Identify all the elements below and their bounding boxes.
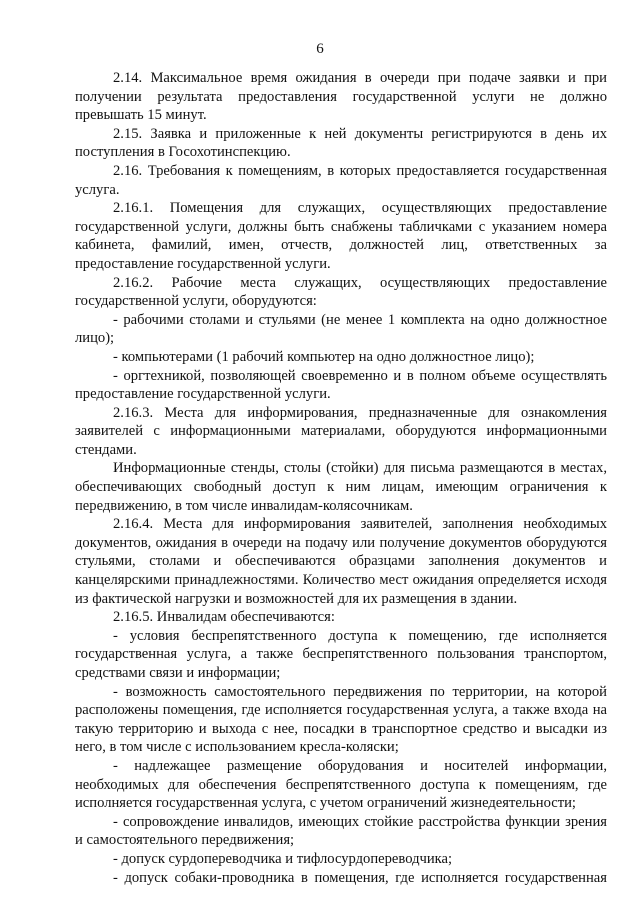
paragraph-info-stands: Информационные стенды, столы (стойки) для письма размещаются в местах, обеспечивающих свободный доступ к ним лицам, имеющим ограничения к передвижению, в том числе инвалидам-колясочникам. — [75, 460, 607, 514]
paragraph-2-15: 2.15. Заявка и приложенные к ней документы регистрируются в день их поступления в Госохотинспекцию. — [75, 125, 607, 161]
list-item-equipment: - надлежащее размещение оборудования и носителей информации, необходимых для обеспечения беспрепятственного доступа к помещениям, где исполняется государственная услуга, с учетом ограничений жизнедеятельности; — [75, 757, 607, 812]
paragraph-2-16-4: 2.16.4. Места для информирования заявителей, заполнения необходимых документов, ожидания в очереди на подачу или получение документов оборудуются стульями, столами и обеспечиваются образцами заполнения документов и канцелярскими принадлежностями. Количество мест ожидания определяется исходя из фактической нагрузки и возможностей для их размещения в здании. — [75, 516, 607, 607]
page-number: 6 — [316, 41, 324, 57]
list-item-movement: - возможность самостоятельного передвижения по территории, на которой расположены помещения, где исполняется государственная услуга, а также входа на такую территорию и выхода с нее, посадки в транспортное средство и высадки из него, в том числе с использованием кресла-коляски; — [75, 683, 607, 756]
paragraph-2-16-5: 2.16.5. Инвалидам обеспечиваются: — [113, 609, 335, 626]
paragraph-2-16-3: 2.16.3. Места для информирования, предназначенные для ознакомления заявителей с информационными материалами, оборудуются информационными стендами. — [75, 404, 607, 458]
list-item-computers: - компьютерами (1 рабочий компьютер на одно должностное лицо); — [113, 348, 535, 365]
document-body — [75, 69, 607, 887]
list-item-access: - условия беспрепятственного доступа к помещению, где исполняется государственная услуга, а также беспрепятственного пользования транспортом, средствами связи и информации; — [75, 627, 607, 681]
list-item-tables: - рабочими столами и стульями (не менее 1 комплекта на одно должностное лицо); — [75, 311, 607, 347]
paragraph-2-16-1: 2.16.1. Помещения для служащих, осуществляющих предоставление государственной услуги, должны быть снабжены табличками с указанием номера кабинета, фамилий, имен, отчеств, должностей лиц, ответственных за предоставление государственной услуги. — [75, 200, 607, 272]
list-item-guide-dog: - допуск собаки-проводника в помещения, где исполняется государственная — [113, 869, 607, 886]
list-item-office-equipment: - оргтехникой, позволяющей своевременно и в полном объеме осуществлять предоставление государственной услуги. — [75, 367, 607, 403]
list-item-interpreter: - допуск сурдопереводчика и тифлосурдопереводчика; — [113, 850, 453, 867]
list-item-escort: - сопровождение инвалидов, имеющих стойкие расстройства функции зрения и самостоятельного передвижения; — [75, 813, 607, 849]
paragraph-2-14: 2.14. Максимальное время ожидания в очереди при подаче заявки и при получении результата предоставления государственной услуги не должно превышать 15 минут. — [75, 70, 607, 124]
paragraph-2-16: 2.16. Требования к помещениям, в которых предоставляется государственная услуга. — [75, 162, 607, 198]
paragraph-2-16-2: 2.16.2. Рабочие места служащих, осуществляющих предоставление государственной услуги, оборудуются: — [75, 274, 607, 310]
